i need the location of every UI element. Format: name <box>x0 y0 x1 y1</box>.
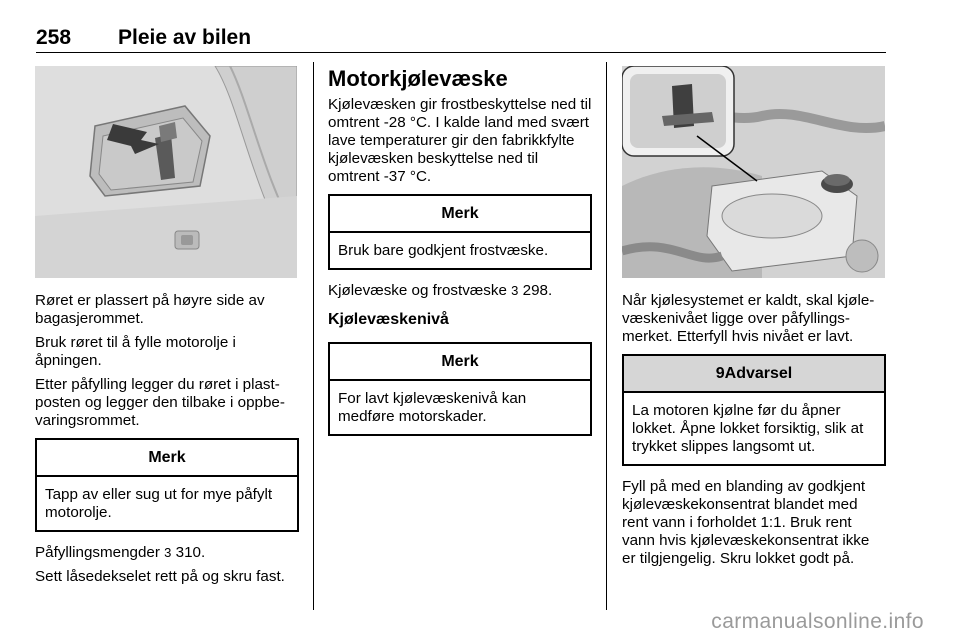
reference-text: Påfyllingsmengder <box>35 544 165 561</box>
section-heading: Motorkjølevæske <box>328 66 508 91</box>
note-box <box>328 342 592 436</box>
subsection-heading: Kjølevæskenivå <box>328 311 449 328</box>
column-1 <box>35 292 299 592</box>
page-reference-icon: 3 <box>511 283 519 298</box>
paragraph: Bruk røret til å fylle motorolje i åpningen. <box>35 334 236 369</box>
page-reference-icon: 3 <box>164 545 172 560</box>
warning-label: Advarsel <box>724 365 793 382</box>
column-divider-1 <box>313 62 314 610</box>
warning-text: La motoren kjølne før du åpner lokket. Åpne lokket forsiktig, slik at trykket slippes langsomt ut. <box>632 402 864 455</box>
reference-text: Kjølevæske og frostvæske <box>328 282 512 299</box>
note-heading: Merk <box>330 344 590 381</box>
note-text: Bruk bare godkjent frostvæske. <box>338 242 549 259</box>
page-header <box>36 24 886 54</box>
warning-icon: 9 <box>715 365 725 382</box>
warning-heading <box>624 356 884 393</box>
page-reference[interactable]: 298. <box>522 282 553 299</box>
engine-bay-figure <box>622 66 885 278</box>
note-text: For lavt kjølevæskenivå kan medføre motorskader. <box>338 390 527 425</box>
paragraph: Sett låsedekselet rett på og skru fast. <box>35 568 285 585</box>
engine-bay-illustration <box>622 66 885 278</box>
warning-box <box>622 354 886 466</box>
trunk-figure <box>35 66 297 278</box>
watermark: carmanualsonline.info <box>711 610 924 633</box>
header-rule <box>36 52 886 53</box>
paragraph-with-reference <box>328 282 592 300</box>
column-2 <box>328 66 592 448</box>
note-heading: Merk <box>330 196 590 233</box>
paragraph: Fyll på med en blanding av godkjent kjølevæskekonsentrat blandet med rent vann i forholdet 1:1. Bruk rent vann hvis kjølevæskekonsentrat ikke er tilgjengelig. Skru lokket godt på. <box>622 478 870 567</box>
note-text: Tapp av eller sug ut for mye påfylt motorolje. <box>45 486 273 521</box>
column-3 <box>622 292 886 574</box>
column-divider-2 <box>606 62 607 610</box>
page-reference[interactable]: 310. <box>175 544 206 561</box>
paragraph: Når kjølesystemet er kaldt, skal kjølevæskenivået ligge over påfyllingsmerket. Etterfyll hvis nivået er lavt. <box>622 292 875 345</box>
paragraph: Røret er plassert på høyre side av bagasjerommet. <box>35 292 265 327</box>
page-number: 258 <box>36 26 72 49</box>
note-heading: Merk <box>37 440 297 477</box>
trunk-illustration <box>35 66 297 278</box>
note-box <box>35 438 299 532</box>
page-title: Pleie av bilen <box>118 26 252 49</box>
paragraph: Etter påfylling legger du røret i plastposten og legger den tilbake i oppbevaringsrommet. <box>35 376 285 429</box>
note-box <box>328 194 592 270</box>
paragraph-with-reference <box>35 544 299 562</box>
paragraph: Kjølevæsken gir frostbeskyttelse ned til omtrent -28 °C. I kalde land med svært lave temperaturer gir den fabrikkfylte kjølevæsken beskyttelse ned til omtrent -37 °C. <box>328 96 592 185</box>
